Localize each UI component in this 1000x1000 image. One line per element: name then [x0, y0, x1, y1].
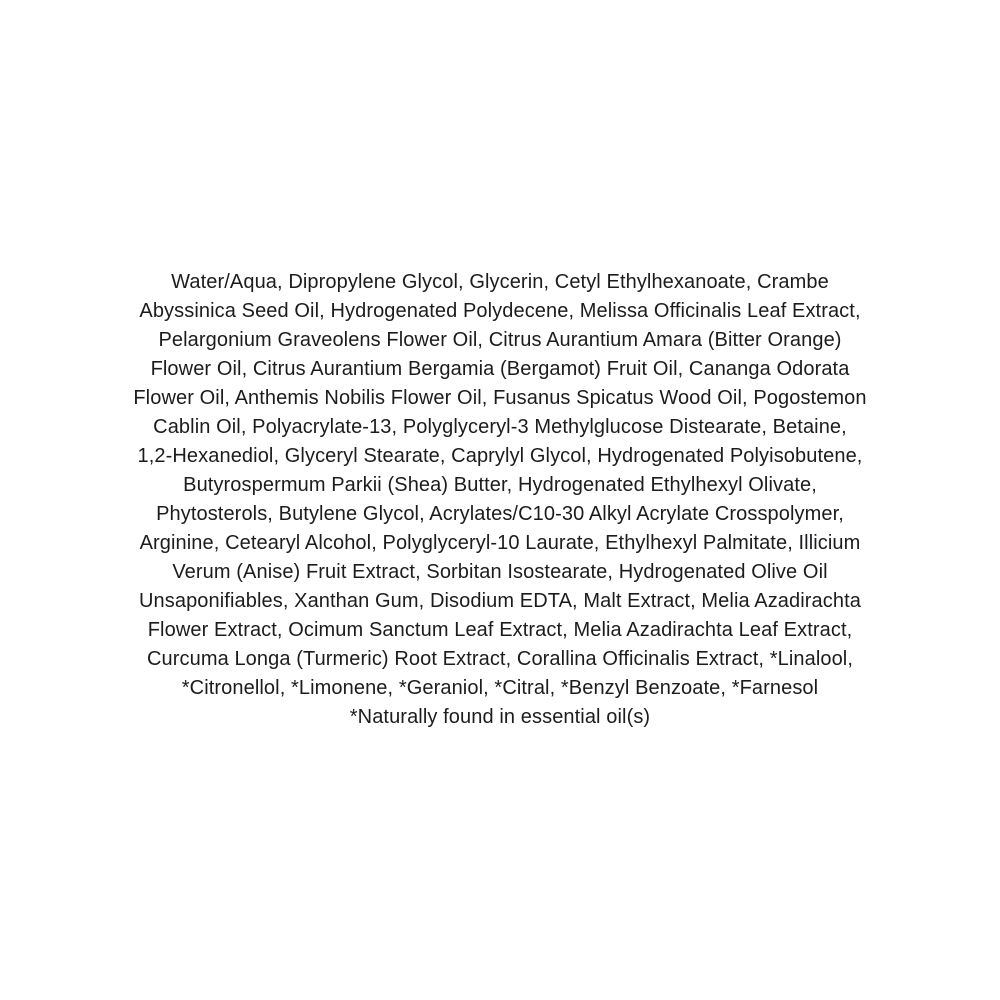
ingredients-line: *Citronellol, *Limonene, *Geraniol, *Citral, *Benzyl Benzoate, *Farnesol	[181, 677, 819, 699]
ingredients-line: Abyssinica Seed Oil, Hydrogenated Polydecene, Melissa Officinalis Leaf Extract,	[139, 300, 861, 322]
ingredients-line: Cablin Oil, Polyacrylate-13, Polyglyceryl-3 Methylglucose Distearate, Betaine,	[153, 416, 847, 438]
ingredients-line: Phytosterols, Butylene Glycol, Acrylates/C10-30 Alkyl Acrylate Crosspolymer,	[156, 503, 844, 525]
ingredients-line: Curcuma Longa (Turmeric) Root Extract, Corallina Officinalis Extract, *Linalool,	[146, 648, 854, 670]
ingredients-footnote: *Naturally found in essential oil(s)	[349, 706, 651, 728]
ingredients-line: Flower Oil, Citrus Aurantium Bergamia (Bergamot) Fruit Oil, Cananga Odorata	[150, 358, 850, 380]
ingredients-line: Pelargonium Graveolens Flower Oil, Citrus Aurantium Amara (Bitter Orange)	[158, 329, 842, 351]
ingredients-line: 1,2-Hexanediol, Glyceryl Stearate, Caprylyl Glycol, Hydrogenated Polyisobutene,	[137, 445, 863, 467]
ingredients-line: Flower Oil, Anthemis Nobilis Flower Oil, Fusanus Spicatus Wood Oil, Pogostemon	[133, 387, 867, 409]
ingredients-line: Flower Extract, Ocimum Sanctum Leaf Extract, Melia Azadirachta Leaf Extract,	[147, 619, 853, 641]
ingredients-line: Arginine, Cetearyl Alcohol, Polyglyceryl-10 Laurate, Ethylhexyl Palmitate, Illicium	[139, 532, 861, 554]
ingredients-line: Unsaponifiables, Xanthan Gum, Disodium EDTA, Malt Extract, Melia Azadirachta	[139, 590, 861, 612]
ingredients-line: Water/Aqua, Dipropylene Glycol, Glycerin, Cetyl Ethylhexanoate, Crambe	[171, 271, 829, 293]
ingredients-list	[85, 268, 915, 732]
ingredients-line: Verum (Anise) Fruit Extract, Sorbitan Isostearate, Hydrogenated Olive Oil	[172, 561, 828, 583]
ingredients-line: Butyrospermum Parkii (Shea) Butter, Hydrogenated Ethylhexyl Olivate,	[183, 474, 817, 496]
